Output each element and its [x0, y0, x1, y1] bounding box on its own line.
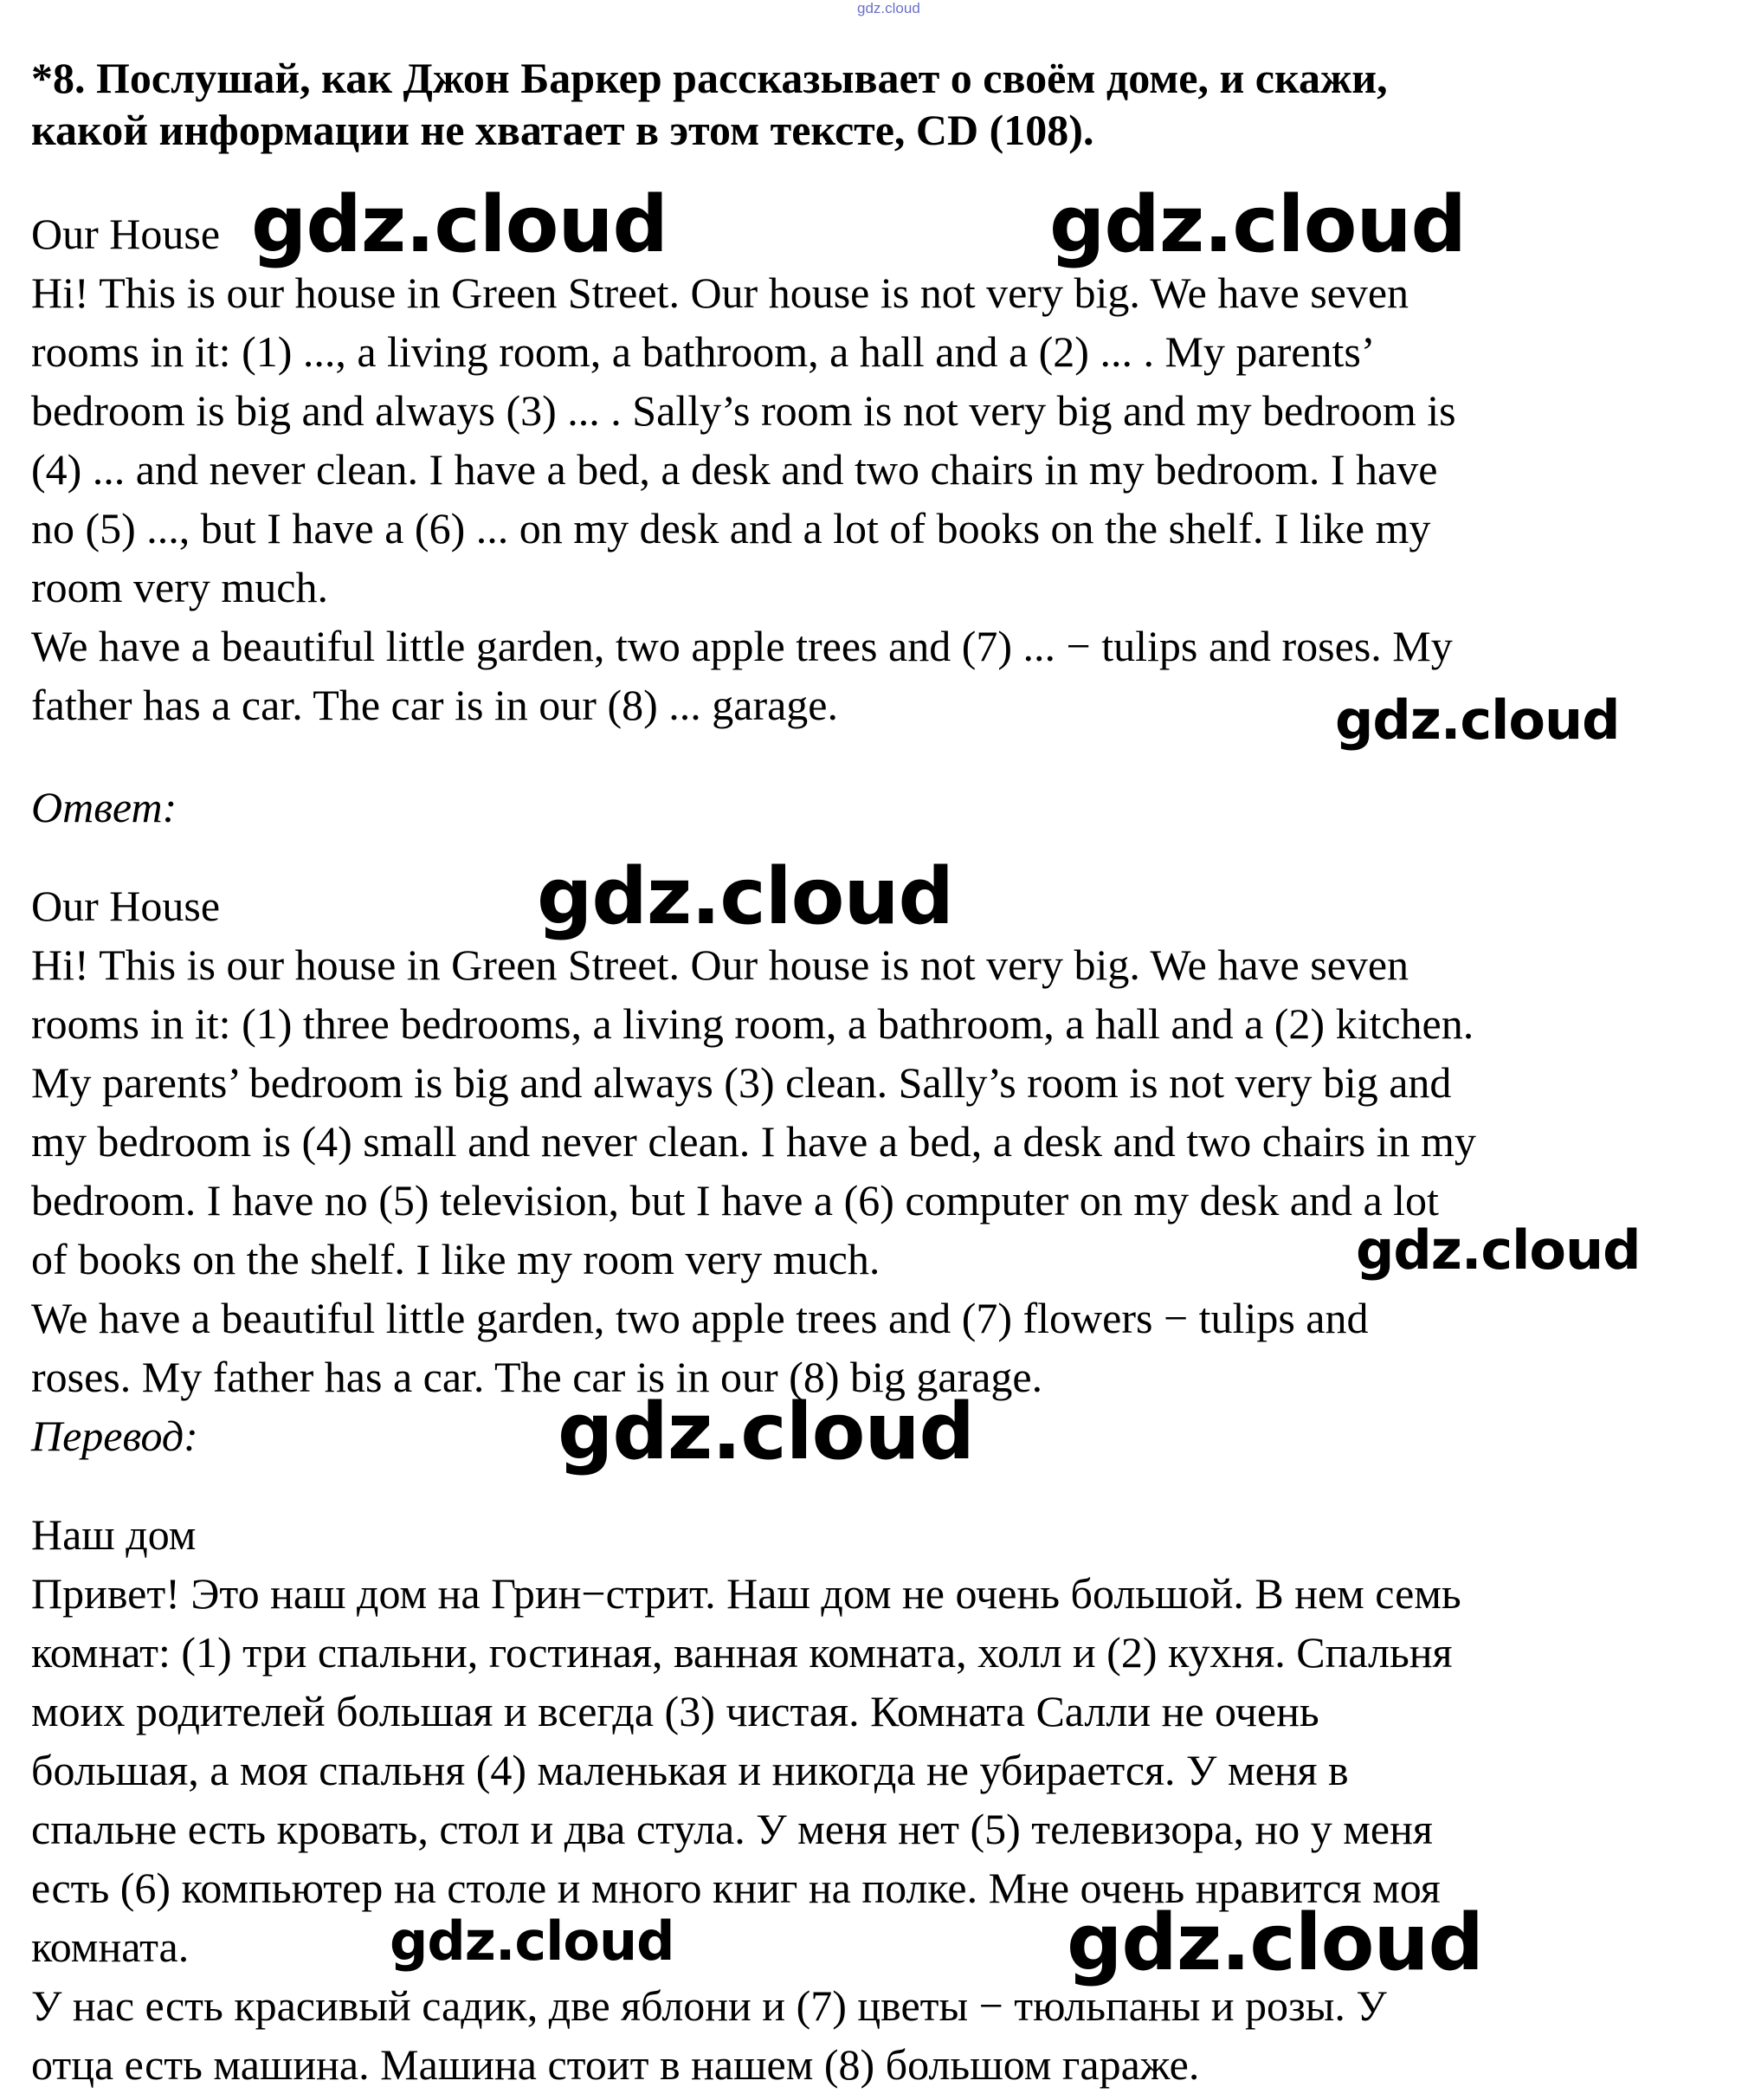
answer-text: [31, 876, 1754, 1406]
answer-line: my bedroom is (4) small and never clean. I have a bed, a desk and two chairs in my: [31, 1117, 1476, 1166]
watermark-text: gdz.cloud: [1335, 688, 1620, 752]
translation-line: комната.: [31, 1922, 190, 1971]
translation-line: Привет! Это наш дом на Грин−стрит. Наш дом не очень большой. В нем семь: [31, 1569, 1461, 1618]
exercise-line: room very much.: [31, 563, 328, 611]
translation-line: комнат: (1) три спальни, гостиная, ванная комната, холл и (2) кухня. Спальня: [31, 1628, 1453, 1677]
translation-line: большая, а моя спальня (4) маленькая и никогда не убирается. У меня в: [31, 1746, 1349, 1794]
exercise-line: rooms in it: (1) ..., a living room, a bathroom, a hall and a (2) ... . My parents’: [31, 327, 1376, 376]
watermark-text: gdz.cloud: [251, 179, 668, 270]
answer-line: of books on the shelf. I like my room very much.: [31, 1235, 880, 1283]
watermark-text: gdz.cloud: [390, 1909, 674, 1973]
answer-line: My parents’ bedroom is big and always (3) clean. Sally’s room is not very big and: [31, 1058, 1452, 1107]
exercise-line: (4) ... and never clean. I have a bed, a desk and two chairs in my bedroom. I have: [31, 445, 1438, 494]
translation-line: моих родителей большая и всегда (3) чистая. Комната Салли не очень: [31, 1687, 1319, 1735]
exercise-line: Hi! This is our house in Green Street. Our house is not very big. We have seven: [31, 268, 1409, 317]
watermark-text: gdz.cloud: [1067, 1897, 1483, 1988]
exercise-text: [31, 204, 1754, 734]
exercise-line: We have a beautiful little garden, two apple trees and (7) ... − tulips and roses. My: [31, 622, 1453, 670]
watermark-text: gdz.cloud: [1049, 179, 1466, 270]
answer-title: Our House: [31, 882, 221, 930]
exercise-line: father has a car. The car is in our (8) ... garage.: [31, 681, 838, 729]
watermark-text: gdz.cloud: [537, 851, 953, 942]
watermark-text: gdz.cloud: [1356, 1218, 1641, 1282]
task-heading-line-1: *8. Послушай, как Джон Баркер рассказывает о своём доме, и скажи,: [31, 54, 1388, 102]
translation-line: У нас есть красивый садик, две яблони и (7) цветы − тюльпаны и розы. У: [31, 1981, 1387, 2030]
answer-line: We have a beautiful little garden, two apple trees and (7) flowers − tulips and: [31, 1294, 1369, 1342]
task-heading: [31, 52, 1745, 156]
answer-line: Hi! This is our house in Green Street. Our house is not very big. We have seven: [31, 940, 1409, 989]
exercise-title: Our House: [31, 210, 221, 258]
answer-line: roses. My father has a car. The car is in our (8) big garage.: [31, 1353, 1043, 1401]
exercise-line: no (5) ..., but I have a (6) ... on my desk and a lot of books on the shelf. I like my: [31, 504, 1431, 552]
task-heading-line-2: какой информации не хватает в этом тексте, CD (108).: [31, 106, 1094, 154]
watermark-text: gdz.cloud: [558, 1386, 974, 1477]
translation-line: отца есть машина. Машина стоит в нашем (8) большом гараже.: [31, 2040, 1200, 2089]
translation-title: Наш дом: [31, 1510, 197, 1559]
answer-line: rooms in it: (1) three bedrooms, a living room, a bathroom, a hall and a (2) kitchen.: [31, 999, 1474, 1048]
exercise-line: bedroom is big and always (3) ... . Sally’s room is not very big and my bedroom is: [31, 386, 1456, 435]
answer-label: Ответ:: [31, 783, 177, 831]
translation-text: [31, 1505, 1754, 2094]
answer-line: bedroom. I have no (5) television, but I have a (6) computer on my desk and a lot: [31, 1176, 1439, 1224]
site-watermark-top: gdz.cloud: [857, 0, 920, 16]
translation-line: есть (6) компьютер на столе и много книг на полке. Мне очень нравится моя: [31, 1864, 1441, 1912]
translation-line: спальне есть кровать, стол и два стула. У меня нет (5) телевизора, но у меня: [31, 1805, 1433, 1853]
translation-label: Перевод:: [31, 1412, 198, 1460]
